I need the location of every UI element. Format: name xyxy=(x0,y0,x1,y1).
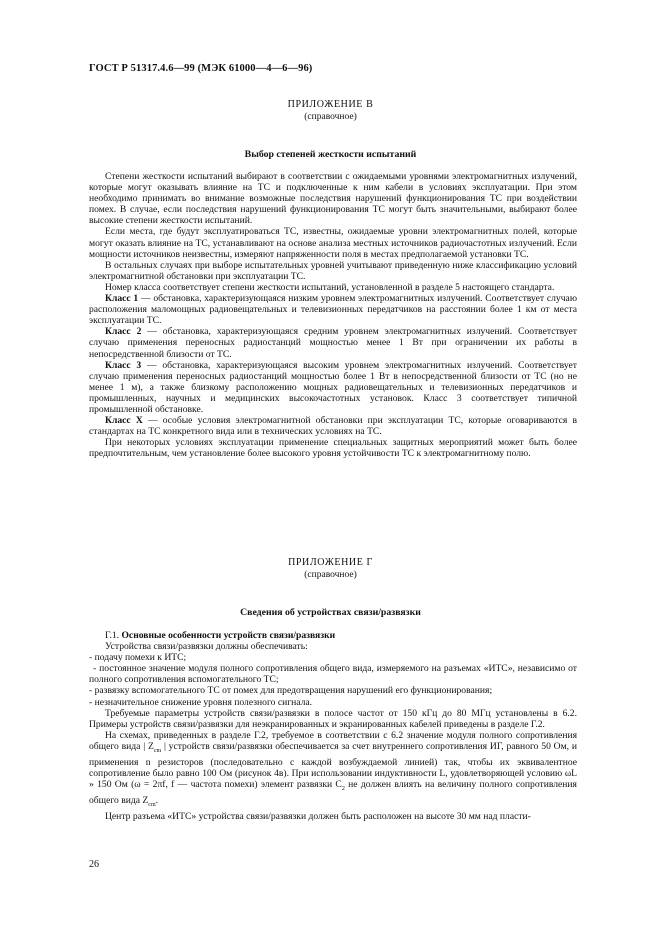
appendix-g-title: ПРИЛОЖЕНИЕ Г xyxy=(288,557,373,568)
paragraph: Центр разъема «ИТС» устройства связи/развязки должен быть расположен на высоте 30 мм над пласти- xyxy=(105,811,531,823)
appendix-v-body xyxy=(89,171,577,459)
class-2-paragraph xyxy=(89,326,577,359)
list-item: - незначительное снижение уровня полезного сигнала. xyxy=(89,696,313,708)
appendix-g-body xyxy=(89,630,577,822)
class-3-label: Класс 3 xyxy=(105,359,142,371)
appendix-g-subtitle: (справочное) xyxy=(304,570,357,580)
class-3-paragraph xyxy=(89,360,577,415)
class-x-text: — особые условия электромагнитной обстановки при эксплуатации ТС, которые оговариваются в стандартах на ТС конкретного вида или в технических условиях на ТС. xyxy=(89,415,577,438)
class-3-text: — обстановка, характеризующаяся высоким уровнем электромагнитных излучений. Соответствует случаю применения переносных радиостанций мощностью более 1 Вт в непосредственной близости от ТС (но не менее 1 м), а также близкому расположению мощных радиовещательных и телевизионных передатчиков и промышленных, научных и медицинских высокочастотных установок. Класс 3 соответствует типичной промышленной обстановке. xyxy=(89,359,577,415)
paragraph: Устройства связи/развязки должны обеспечивать: xyxy=(105,641,308,653)
appendix-v-title-block xyxy=(0,99,661,123)
section-title: Основные особенности устройств связи/развязки xyxy=(121,630,336,641)
paragraph: В остальных случаях при выборе испытательных уровней учитывают приведенную ниже классификацию условий электромагнитной обстановки при эксплуатации ТС. xyxy=(89,259,577,282)
list-item: - развязку вспомогательного ТС от помех для предотвращения нарушений его функционирования; xyxy=(89,685,493,697)
appendix-g-heading: Сведения об устройствах связи/развязки xyxy=(240,607,421,618)
paragraph: Требуемые параметры устройств связи/развязки в полосе частот от 150 кГц до 80 МГц установлены в 6.2. Примеры устройств связи/развязки для неэкранированных и экранированных кабелей приведены в разделе Г.2. xyxy=(89,707,577,730)
appendix-v-title: ПРИЛОЖЕНИЕ В xyxy=(287,99,374,110)
appendix-v-heading: Выбор степеней жесткости испытаний xyxy=(244,149,417,160)
class-1-label: Класс 1 xyxy=(105,293,139,305)
appendix-g-title-block xyxy=(0,557,661,581)
section-g1-heading xyxy=(89,630,577,641)
list-item: - постоянное значение модуля полного сопротивления общего вида, измеряемого на разъемах «ИТС», независимо от полного сопротивления вспомогательного ТС; xyxy=(89,663,577,686)
class-2-text: — обстановка, характеризующаяся средним уровнем электромагнитных излучений. Соответствует случаю применения переносных радиостанций мощностью менее 1 Вт при ограничении их работы в непосредственной близости от ТС. xyxy=(89,326,577,360)
paragraph: Если места, где будут эксплуатироваться ТС, известны, ожидаемые уровни электромагнитных полей, которые могут оказать влияние на ТС, устанавливают на основе анализа местных источников радиочастотных излучений. Если мощности источников неизвестны, измеряют напряженности поля в местах предполагаемой установки ТС. xyxy=(89,226,577,260)
list-item: - подачу помехи к ИТС; xyxy=(89,652,187,664)
impedance-paragraph: На схемах, приведенных в разделе Г.2, требуемое в соответствии с 6.2 значение модуля полного сопротивления общего вида | $Z_{сm}$ | устройств связи/развязки обеспечивается за счет внутреннего сопротивления ИГ, равного 50 Ом, и применения n резисторов (последовательно с каждой возбуждаемой линией) так, чтобы их эквивалентное сопротивление было равно 100 Ом (рисунок 4в). При использовании индуктивности L, удовлетворяющей условию ωL » 150 Ом (ω = 2πf, f — частота помехи) элемент развязки $C_2$ не должен влиять на величину полного сопротивления общего вида $Z_{сm}$. xyxy=(89,729,577,809)
paragraph: При некоторых условиях эксплуатации применение специальных защитных мероприятий может быть более предпочтительным, чем установление более высокого уровня устойчивости ТС к электромагнитному полю. xyxy=(89,437,577,460)
standard-header: ГОСТ Р 51317.4.6—99 (МЭК 61000—4—6—96) xyxy=(89,63,313,74)
paragraph: Степени жесткости испытаний выбирают в соответствии с ожидаемыми уровнями электромагнитных излучений, которые могут оказывать влияние на ТС и подключенные к ним кабели в условиях эксплуатации. При этом необходимо принимать во внимание возможные последствия нарушений функционирования ТС при воздействии помех. В случае, если последствия нарушений функционирования ТС могут быть значительными, выбирают более высокие степени жесткости испытаний. xyxy=(89,171,577,227)
class-2-label: Класс 2 xyxy=(105,326,142,338)
appendix-v-subtitle: (справочное) xyxy=(304,112,357,122)
section-number: Г.1. xyxy=(105,630,120,641)
page-number: 26 xyxy=(89,859,99,870)
impedance-symbol: | $Z_{сm}$ | xyxy=(143,740,166,754)
paragraph: Номер класса соответствует степени жесткости испытаний, установленной в разделе 5 настоящего стандарта. xyxy=(105,281,555,293)
class-x-label: Класс X xyxy=(105,415,143,427)
class-1-text: — обстановка, характеризующаяся низким уровнем электромагнитных излучений. Соответствует случаю расположения маломощных радиовещательных и телевизионных передатчиков на расстоянии более 1 км от места эксплуатации ТС. xyxy=(89,293,577,327)
class-x-paragraph xyxy=(89,415,577,437)
class-1-paragraph xyxy=(89,293,577,326)
